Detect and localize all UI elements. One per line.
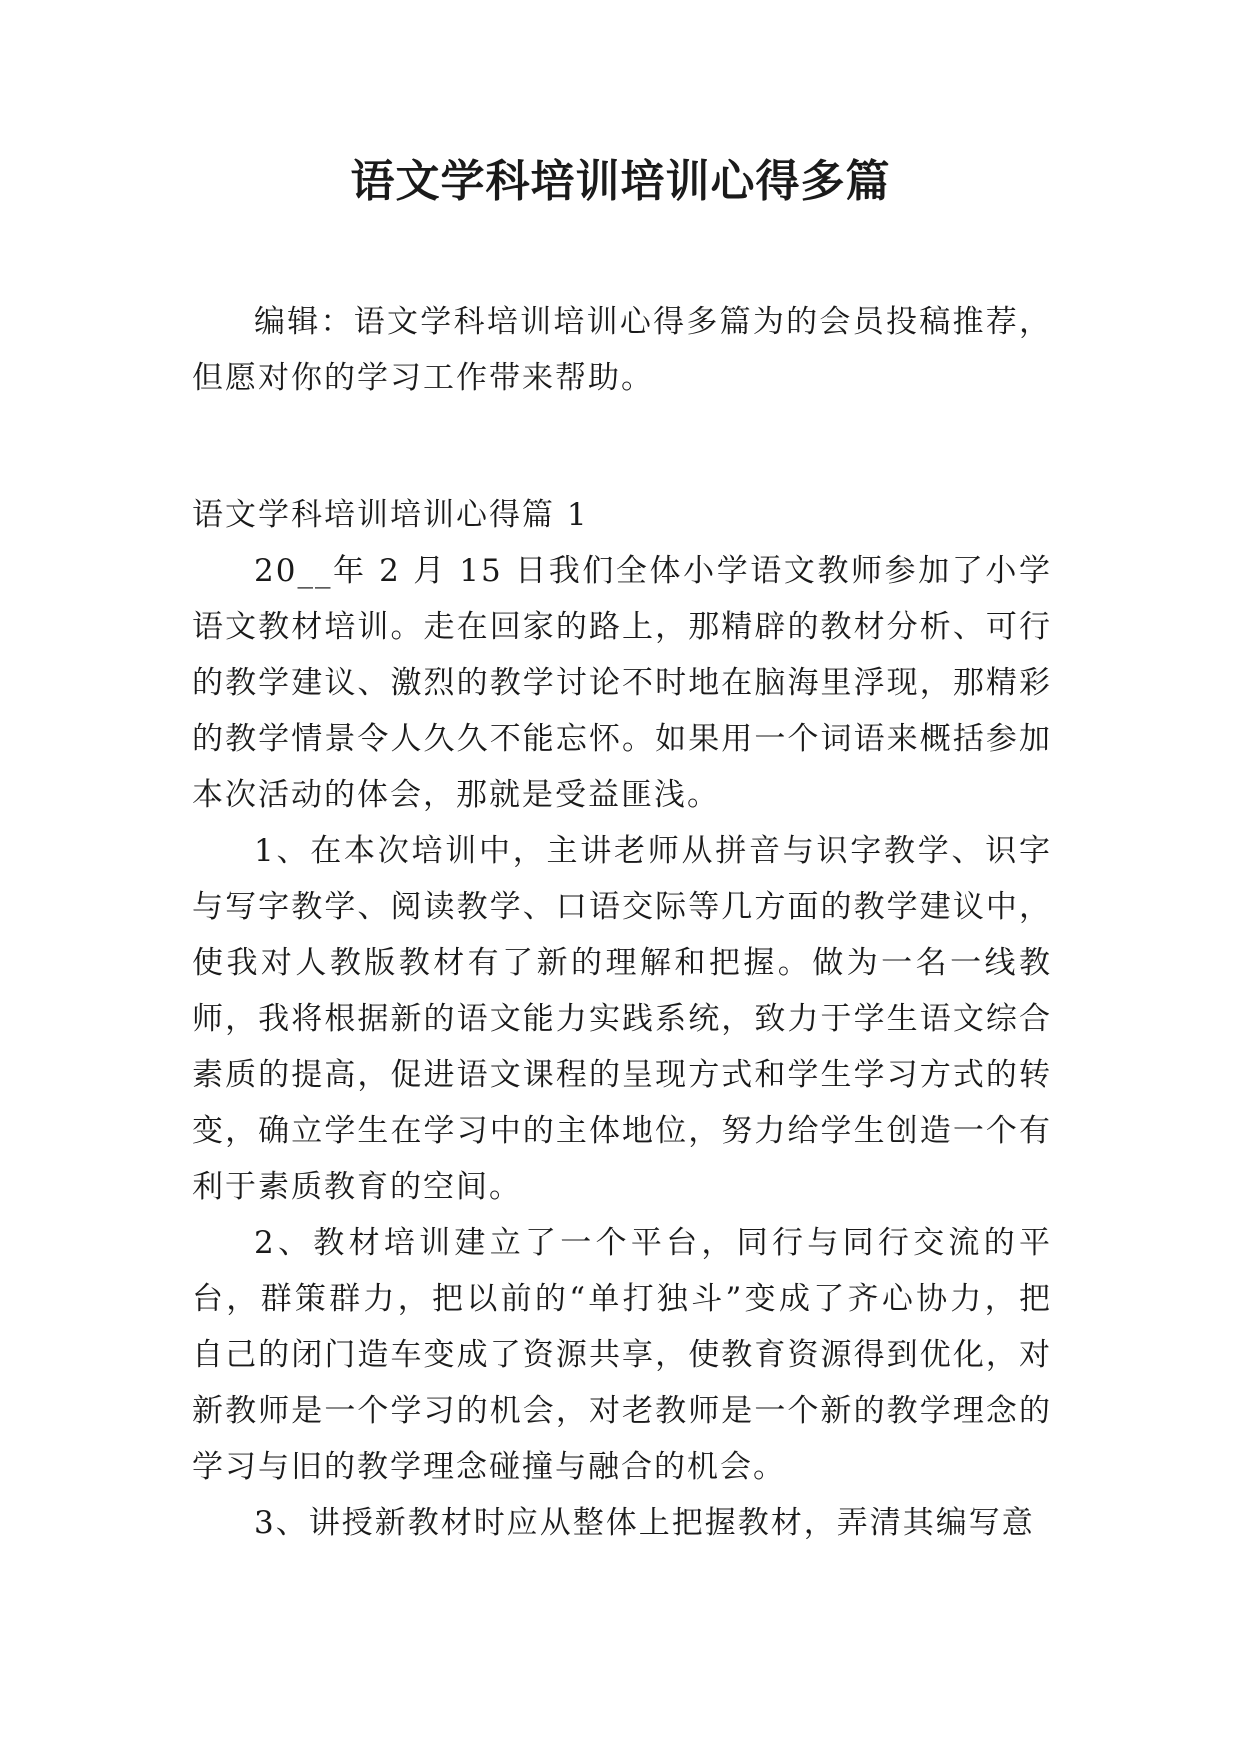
body-paragraph: 1、在本次培训中，主讲老师从拼音与识字教学、识字与写字教学、阅读教学、口语交际等几方面的教学建议中，使我对人教版教材有了新的理解和把握。做为一名一线教师，我将根据新的语文能力实践系统，致力于学生语文综合素质的提高，促进语文课程的呈现方式和学生学习方式的转变，确立学生在学习中的主体地位，努力给学生创造一个有利于素质教育的空间。 <box>192 833 1052 1205</box>
body-paragraph: 2、教材培训建立了一个平台，同行与同行交流的平台，群策群力，把以前的“单打独斗”变成了齐心协力，把自己的闭门造车变成了资源共享，使教育资源得到优化，对新教师是一个学习的机会，对老教师是一个新的教学理念的学习与旧的教学理念碰撞与融合的机会。 <box>192 1225 1052 1485</box>
document-body <box>192 294 1052 1551</box>
section-heading: 语文学科培训培训心得篇 1 <box>192 497 589 533</box>
intro-paragraph: 编辑：语文学科培训培训心得多篇为的会员投稿推荐，但愿对你的学习工作带来帮助。 <box>192 304 1052 396</box>
body-paragraph: 20__年 2 月 15 日我们全体小学语文教师参加了小学语文教材培训。走在回家的路上，那精辟的教材分析、可行的教学建议、激烈的教学讨论不时地在脑海里浮现，那精彩的教学情景令人久久不能忘怀。如果用一个词语来概括参加本次活动的体会，那就是受益匪浅。 <box>192 553 1052 813</box>
body-paragraph: 3、讲授新教材时应从整体上把握教材，弄清其编写意 <box>254 1505 1035 1541</box>
document-title: 语文学科培训培训心得多篇 <box>350 156 891 207</box>
